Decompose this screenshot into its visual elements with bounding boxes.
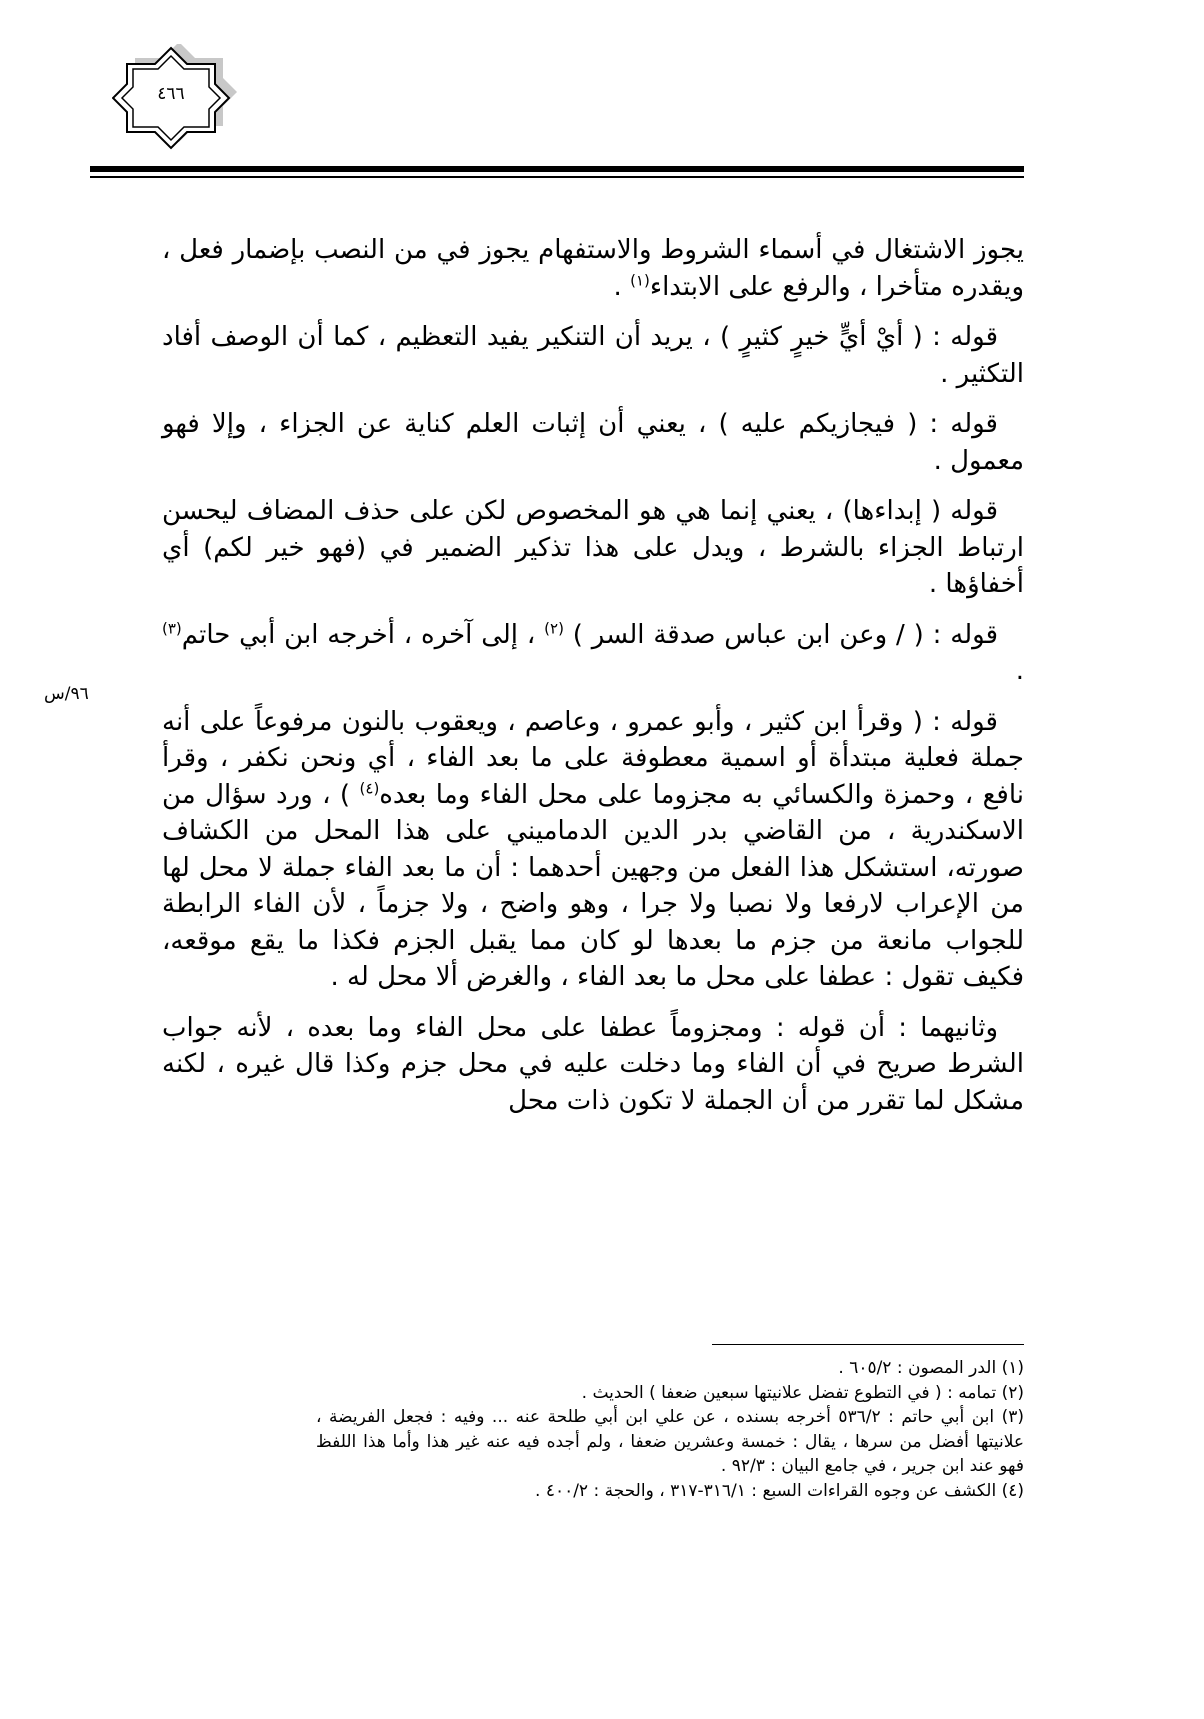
paragraph: قوله : ( / وعن ابن عباس صدقة السر ) $^{(٢)}$ ، إلى آخره ، أخرجه ابن أبي حاتم$^{(٣)}$ .	[162, 618, 1024, 686]
footnote-ref: (١)	[630, 270, 650, 289]
footnote: (١) الدر المصون : ٦٠٥/٢ .	[838, 1358, 1024, 1378]
manuscript-folio-note: ٩٦/س	[44, 684, 89, 704]
paragraph: قوله ( إبداءها) ، يعني إنما هي هو المخصوص لكن على حذف المضاف ليحسن ارتباط الجزاء بالشرط ، ويدل على هذا تذكير الضمير في (فهو خير لكم) أي أخفاؤها .	[162, 496, 1024, 599]
page-number: ٤٦٦	[157, 84, 185, 104]
paragraph: قوله : ( وقرأ ابن كثير ، وأبو عمرو ، وعاصم ، ويعقوب بالنون مرفوعاً على أنه جملة فعلية مبتدأة أو اسمية معطوفة على ما بعد الفاء ، أي ونحن نكفر ، وقرأ نافع ، وحمزة والكسائي به مجزوما على محل الفاء وما بعده$^{(٤)}$ ) ، ورد سؤال من الاسكندرية ، من القاضي بدر الدين الدماميني على هذا المحل من الكشاف صورته، استشكل هذا الفعل من وجهين أحدهما : أن ما بعد الفاء جملة لا محل لها من الإعراب لارفعا ولا نصبا ولا جرا ، وهو واضح ، ولا جزماً ، لأن الفاء الرابطة للجواب مانعة من جزم ما بعدها لو كان مما يقبل الجزم فكذا ما يقع موقعه، فكيف تقول : عطفا على محل ما بعد الفاء ، والغرض ألا محل له .	[162, 706, 1024, 992]
footnote: (٤) الكشف عن وجوه القراءات السبع : ٣١٦/١-٣١٧ ، والحجة : ٤٠٠/٢ .	[535, 1480, 1024, 1501]
paragraph: وثانيهما : أن قوله : ومجزوماً عطفا على محل الفاء وما بعده ، لأنه جواب الشرط صريح في أن الفاء وما دخلت عليه في محل جزم وكذا قال غيره ، لكنه مشكل لما تقرر من أن الجملة لا تكون ذات محل	[162, 1012, 1024, 1116]
footnote-ref: (٣)	[162, 618, 182, 637]
footnote-ref: (٢)	[544, 618, 564, 637]
footnote: (٣) ابن أبي حاتم : ٥٣٦/٢ أخرجه بسنده ، عن علي ابن أبي طلحة عنه ... وفيه : فجعل الفريضة ، علانيتها أفضل من سرها ، يقال : خمسة وعشرين ضعفا ، ولم أجده فيه عنه غير هذا وأما هذا اللفظ فهو عند ابن جرير ، في جامع البيان : ٩٢/٣ .	[316, 1407, 1024, 1476]
page-number-badge	[112, 44, 244, 156]
header-rule-thick	[90, 166, 1024, 172]
footnotes	[316, 1356, 1024, 1503]
main-text	[162, 232, 1024, 1119]
header-rule-thin	[90, 176, 1024, 178]
footnote-ref: (٤)	[359, 778, 380, 797]
paragraph: يجوز الاشتغال في أسماء الشروط والاستفهام يجوز في من النصب بإضمار فعل ، ويقدره متأخرا ، والرفع على الابتداء$^{(١)}$ .	[162, 235, 1024, 302]
paragraph: قوله : ( فيجازيكم عليه ) ، يعني أن إثبات العلم كناية عن الجزاء ، وإلا فهو معمول .	[162, 409, 1024, 476]
footnote: (٢) تمامه : ( في التطوع تفضل علانيتها سبعين ضعفا ) الحديث .	[581, 1382, 1024, 1403]
footnote-separator	[712, 1344, 1024, 1345]
paragraph: قوله : ( أيْ أيٍّ خيرٍ كثيرٍ ) ، يريد أن التنكير يفيد التعظيم ، كما أن الوصف أفاد التكثير .	[162, 322, 1024, 389]
